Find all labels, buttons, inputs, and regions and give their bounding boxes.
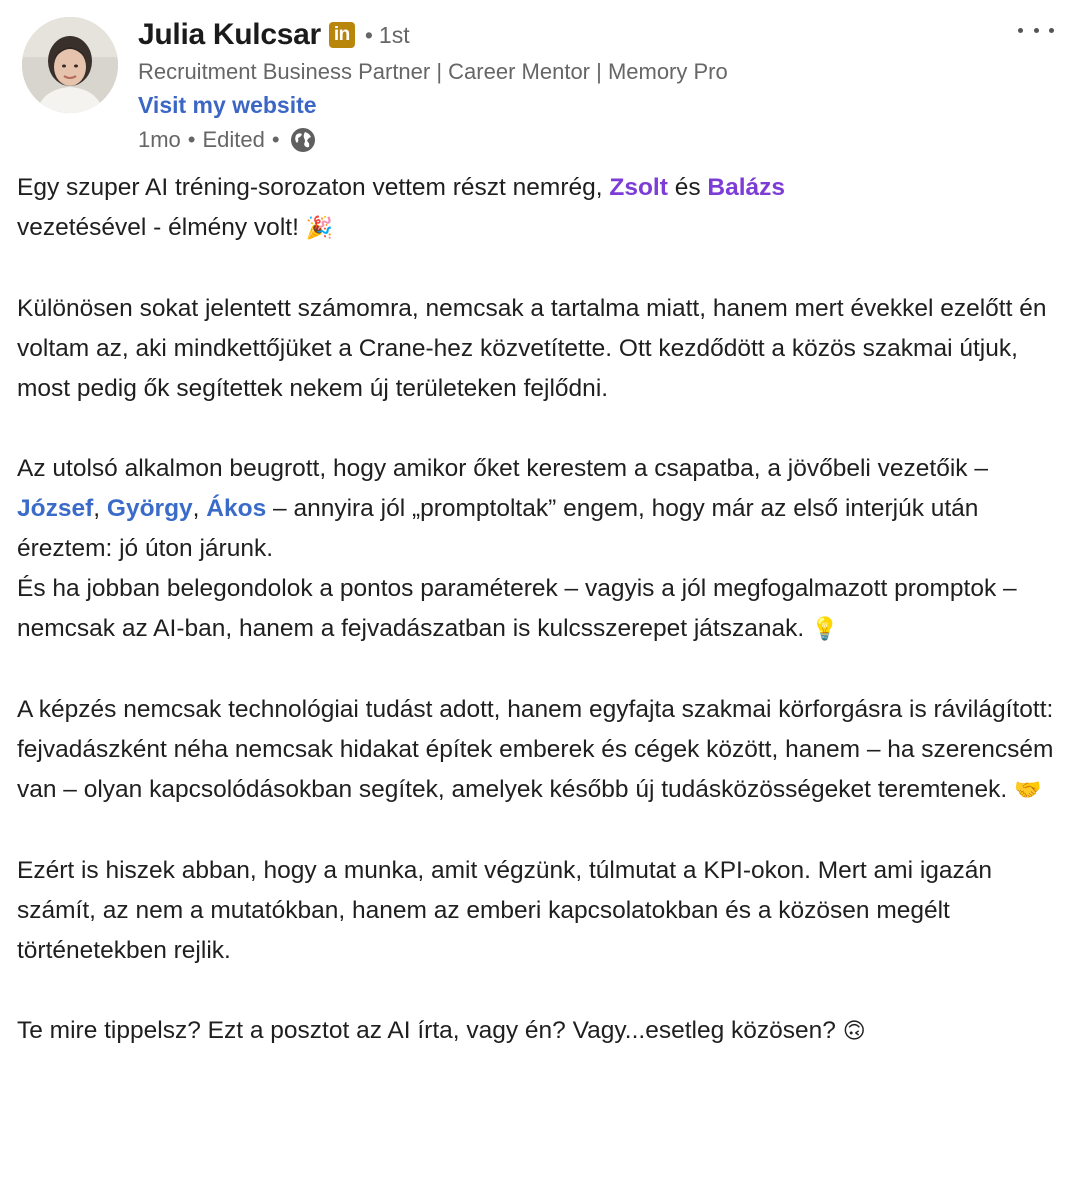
author-headline: Recruitment Business Partner | Career Mentor | Memory Pro [138,59,728,84]
party-popper-icon: 🎉 [305,216,334,241]
upside-down-face-icon: 🙃 [842,1019,866,1044]
meta-separator: • [187,127,196,152]
mention-zsolt[interactable]: Zsolt [609,174,668,201]
mention-jozsef[interactable]: József [17,495,94,522]
post-paragraph-5: Ezért is hiszek abban, hogy a munka, amit végzünk, túlmutat a KPI-okon. Mert ami igazán számít, az nem a mutatókban, hanem az emberi kapcsolatokban és a közösen megélt történetekben rejlik. [17,857,993,964]
connection-degree: • 1st [364,21,410,48]
post-paragraph-4: A képzés nemcsak technológiai tudást adott, hanem egyfajta szakmai körforgásra is rávilágított: fejvadászként néha nemcsak hidakat építek emberek és cégek között, hanem – ha szerencsém van – olyan kapcsolódásokban segítek, amelyek később új tudásközösségeket teremtenek. 🤝 [17,696,1054,803]
connection-degree-label: 1st [378,21,410,48]
handshake-icon: 🤝 [1013,778,1042,803]
avatar[interactable] [22,17,118,113]
name-line [138,14,1000,56]
more-options-icon[interactable] [1018,22,1054,38]
post-meta [138,122,1000,158]
post-paragraph-3: Az utolsó alkalmon beugrott, hogy amikor őket kerestem a csapatba, a jövőbeli vezetőik – József, György, Ákos – annyira jól „promptoltak” engem, hogy már az első interjúk után éreztem: jó úton járunk. És ha jobban belegondolok a pontos paraméterek – vagyis a jól megfogalmazott promptok – nemcsak az AI-ban, hanem a fejvadászatban is kulcsszerepet játszanak. 💡 [17,455,1017,642]
mention-akos[interactable]: Ákos [206,495,267,522]
visit-website-link[interactable]: Visit my website [138,92,317,118]
globe-icon [289,126,317,154]
post-paragraph-6: Te mire tippelsz? Ezt a posztot az AI írta, vagy én? Vagy...esetleg közösen? 🙃 [17,1017,866,1044]
author-name[interactable]: Julia Kulcsar [138,18,321,51]
mention-balazs[interactable]: Balázs [707,174,786,201]
post-time: 1mo [138,127,181,152]
edited-label: Edited [202,127,265,152]
avatar-portrait [22,17,118,113]
meta-separator: • [271,127,280,152]
post-paragraph-1: Egy szuper AI tréning-sorozaton vettem részt nemrég, Zsolt és Balázs vezetésével - élmény volt! 🎉 [17,174,786,241]
mention-gyorgy[interactable]: György [106,495,193,522]
author-block [138,14,1000,158]
linkedin-premium-icon: in [329,22,355,48]
post-paragraph-2: Különösen sokat jelentett számomra, nemcsak a tartalma miatt, hanem mert évekkel ezelőtt én voltam az, aki mindkettőjüket a Crane-hez közvetítette. Ott kezdődött a közös szakmai útjuk, most pedig ők segítettek nekem új területeken fejlődni. [17,295,1047,402]
post-body [17,168,1073,1052]
light-bulb-icon: 💡 [810,617,839,642]
